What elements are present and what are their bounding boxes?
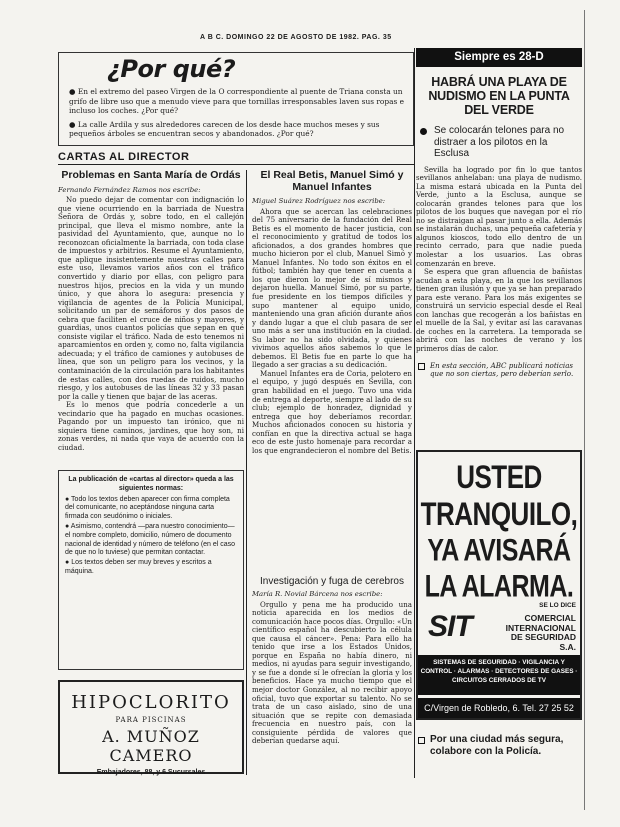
ad-hipo-address: Embajadores, 88, y 6 Sucursales <box>96 769 206 776</box>
subheadline-text: Se colocarán telones para no distraer a los pilotos en la Esclusa <box>434 125 565 159</box>
column-rule <box>584 10 585 810</box>
letter-byline: María R. Novial Bárcena nos escribe: <box>252 590 383 598</box>
ad-line: TRANQUILO, <box>420 495 578 533</box>
ad-hipo-sub: PARA PISCINAS <box>115 716 187 724</box>
right-body-text: Se espera que gran afluencia de bañistas acudan a esta playa, en la que los sevillanos tienen gran ilusión y que ya se han preparado para este verano. Para los más exigentes se construirá un servicio especial desde el Real con lanchas que recogerán a los bañistas en el muelle de la Sal, y evitar así las caravanas de coches en la carretera. La temporada se abrirá con las noches de verano y los primeros días de calor. <box>416 267 582 353</box>
notice-item: ● Todo los textos deben aparecer con firma completa del comunicante, no aceptándose ninguna carta firmada con seudónimo o iniciales. <box>65 495 230 521</box>
letter-cerebros <box>252 570 412 778</box>
subheadline <box>434 125 582 160</box>
letter-body: Orgullo y pena me ha producido una noticia aparecida en los medios de comunicación hace pocos días. Orgullo: «Un científico español ha descubierto la célula que causa el cáncer». Pena: Para ello ha tenido que irse a los Estados Unidos, porque en España no había dinero, ni medios, ni ayudas para seguir investigando, y se fue a donde sí le ofrecían la gloria y los beneficios. Hace ya mucho tiempo que el mejor doctor González, al no recibir apoyo oficial, tuvo que exportar su talento. No se trata de un caso aislado, sino de una situación que se repite con demasiada frecuencia en nuestro país, con la consiguiente pérdida de valores que deberían quedarse aquí. <box>252 599 412 746</box>
sit-logo-block <box>424 602 578 650</box>
ad-hipoclorito <box>58 680 244 774</box>
column-rule <box>246 170 247 775</box>
ad-line: YA AVISARÁ <box>427 533 571 568</box>
notice-item: ● Asimismo, contendrá —para nuestro conocimiento— el nombre completo, domicilio, número de documento nacional de identidad y número de teléfono (en el caso de que no lo tuviese) que permitan contactar. <box>65 522 236 557</box>
notice-item-text: Todo los textos deben aparecer con firma completa del comunicante, no aceptándose ninguna carta firmada con seudónimo o iniciales. <box>65 495 230 521</box>
notice-title: La publicación de «cartas al director» queda a las siguientes normas: <box>68 476 234 492</box>
ad-line: LA ALARMA. <box>424 569 574 604</box>
letter-body: Ahora que se acercan las celebraciones del 75 aniversario de la fundación del Real Betis es el momento de hacer justicia, con el reconocimiento y gratitud de todos los aficionados, a dos grandes hombres que mucho hicieron por el club, Manuel Simó y Manuel Infantes. No todo son éxitos en el fútbol; también hay que tener en cuenta a los que dieron lo mejor de sí mismos y dejaron huella. Manuel Simó, por su parte, fue presidente en los tiempos difíciles y supo mantener al equipo unido, manteniendo una gran afición durante años y dando lugar a que el club pasara de ser uno más a ser una institución en la ciudad. Su labor no ha sido olvidada, y quienes vivimos aquellos años sabemos lo que le debemos. El Betis fue en parte lo que ha llegado a ser gracias a su dedicación. <box>252 206 412 370</box>
porque-item-text: La calle Ardila y sus alrededores carecen de los desde hace muchos meses y sus pequeños árboles se encuentran secos y abandonados. ¿Por qué? <box>69 119 380 139</box>
porque-title: ¿Por qué? <box>107 55 236 83</box>
page-header: A B C. DOMINGO 22 DE AGOSTO DE 1982. PAG. 35 <box>200 34 392 41</box>
right-body <box>416 166 582 358</box>
square-icon <box>418 737 425 744</box>
rules-notice <box>58 470 244 670</box>
section-note-text: En esta sección, ABC publicará noticias que no son ciertas, pero deberían serlo. <box>430 360 574 379</box>
letter-title: Problemas en Santa María de Ordás <box>61 170 241 181</box>
ad-hipo-name: A. MUÑOZ CAMERO <box>102 727 200 765</box>
square-icon <box>418 363 425 370</box>
letter-betis <box>252 170 412 568</box>
letter-title: Investigación y fuga de cerebros <box>260 576 404 587</box>
letter-title: El Real Betis, Manuel Simó y Manuel Infantes <box>260 170 404 193</box>
police-note-text: Por una ciudad más segura, colabore con la Policía. <box>430 734 564 757</box>
ad-hipo-title: HIPOCLORITO <box>71 692 231 713</box>
sit-dice: SE LO DICE <box>539 602 576 609</box>
right-body-text: Sevilla ha logrado por fin lo que tantos sevillanos anhelaban: una playa de nudismo. La misma estará ubicada en la Punta del Verde, junto a la Esclusa, aunque se colocarán grandes telones para que los pilotos de los buques que navegan por el río no se distraigan al pasar junto a ella. Además se instalarán duchas, una pequeña cafetería y algunos kioscos, todo ello dentro de un recinto cerrado, para que nadie pueda molestar a los usuarios. Las obras comenzarán en breve. <box>416 165 582 268</box>
letter-body: Es lo menos que podría concederle a un vecindario que ha pagado en muchas ocasiones. Pagando por un impuesto tan irónico, que ni siquiera tiene caminos, jardines, que hoy son, ni zonas verdes, ni nada que vaya de acuerdo con la ciudad. <box>58 400 244 452</box>
banner-siempre: Siempre es 28-D <box>416 48 582 67</box>
porque-box <box>58 52 414 146</box>
ad-line: USTED <box>456 458 542 496</box>
letter-byline: Miguel Suárez Rodríguez nos escribe: <box>252 197 386 205</box>
porque-items <box>69 87 405 143</box>
ad-address: C/Virgen de Robledo, 6. Tel. 27 25 52 <box>418 698 580 718</box>
sit-company: COMERCIAL INTERNACIONAL DE SEGURIDAD S.A. <box>505 613 576 652</box>
notice-item-text: Asimismo, contendrá —para nuestro conocimiento— el nombre completo, domicilio, número de documento nacional de identidad y número de teléfono (en el caso de que no lo tuviese) que permitan contactar. <box>65 522 236 557</box>
police-note <box>416 734 582 758</box>
letter-ordas <box>58 170 244 466</box>
porque-item: ● La calle Ardila y sus alrededores carecen de los desde hace muchos meses y sus pequeños árboles se encuentran secos y abandonados. ¿Por qué? <box>69 119 380 139</box>
notice-item: ● Los textos deben ser muy breves y escritos a máquina. <box>65 559 212 575</box>
notice-item-text: Los textos deben ser muy breves y escritos a máquina. <box>65 559 212 575</box>
ad-alarma <box>416 450 582 720</box>
section-note <box>416 362 582 380</box>
letter-body: No puedo dejar de comentar con indignación lo que viene ocurriendo en la barriada de Nuestra Señora de Ordás y, sobre todo, en el callejón principal, que lleva el mismo nombre, ante la pasividad del Ayuntamiento, que, aunque no lo reconozcan oficialmente la barriada, con toda clase de impuestos y arbitrios. Resume el Ayuntamiento, que aplique insistentemente nuestras calles para este uso, llevamos varios años con el tráfico convertido y diario por ellas, con peligro para nuestros hijos, precios en la vida y un mundo único, y que ahora lo asegura: presencia y vigilancia de agentes de la Policía Municipal, solicitando un par de semáforos y dos pasos de cebra que faciliten el cruce de niños y mayores, y guardias, unos cuantos policías que sepan en qué consiste vigilar el tráfico. Nada de esto tenemos ni aparcamientos en orden y, como no, falta vigilancia adecuada; y el tráfico de camiones y autobuses de línea, que son un peligro para los vecinos, y la contaminación de la circulación para los habitantes de estas calles, con dos ruedas de ruidos, mucho riesgo, y los autobuses de las líneas 32 y 33 pasan por la calle y tienen que bajar de las aceras. <box>58 195 244 401</box>
porque-title-wrap <box>99 55 243 83</box>
column-rule <box>414 48 415 778</box>
letter-body: Manuel Infantes era de Coria, pelotero en el equipo, y jugó después en Sevilla, con gran habilidad en el juego. Tuvo una vida de entrega al deporte, siempre al lado de su club; ejemplo de honradez, dignidad y entrega que hoy deberíamos recordar. Muchos aficionados conocen su historia y confían en que la directiva actual se haga eco de este justo homenaje para recordar a los que engrandecieron el nombre del Betis. <box>252 368 412 455</box>
headline-playa: HABRÁ UNA PLAYA DE NUDISMO EN LA PUNTA DEL VERDE <box>428 75 570 117</box>
section-title: CARTAS AL DIRECTOR <box>58 151 414 165</box>
letter-byline: Fernando Fernández Ramos nos escribe: <box>58 185 201 194</box>
sit-logo: SIT <box>428 610 472 643</box>
porque-item-text: En el extremo del paseo Virgen de la O correspondiente al puente de Triana consta un grifo de libre uso que a menudo vieve para que tornillas irresponsables laven sus ropas e incluso los coches. ¿Por qué? <box>69 87 404 116</box>
ad-services: SISTEMAS DE SEGURIDAD · VIGILANCIA Y CONTROL · ALARMAS · DETECTORES DE GASES · CIRCUITOS CERRADOS DE TV <box>418 655 580 695</box>
right-column <box>416 48 582 379</box>
porque-item: ● En el extremo del paseo Virgen de la O correspondiente al puente de Triana consta un grifo de libre uso que a menudo vieve para que tornillas irresponsables laven sus ropas e incluso los coches. ¿Por qué? <box>69 87 404 116</box>
bullet-icon <box>420 128 427 135</box>
